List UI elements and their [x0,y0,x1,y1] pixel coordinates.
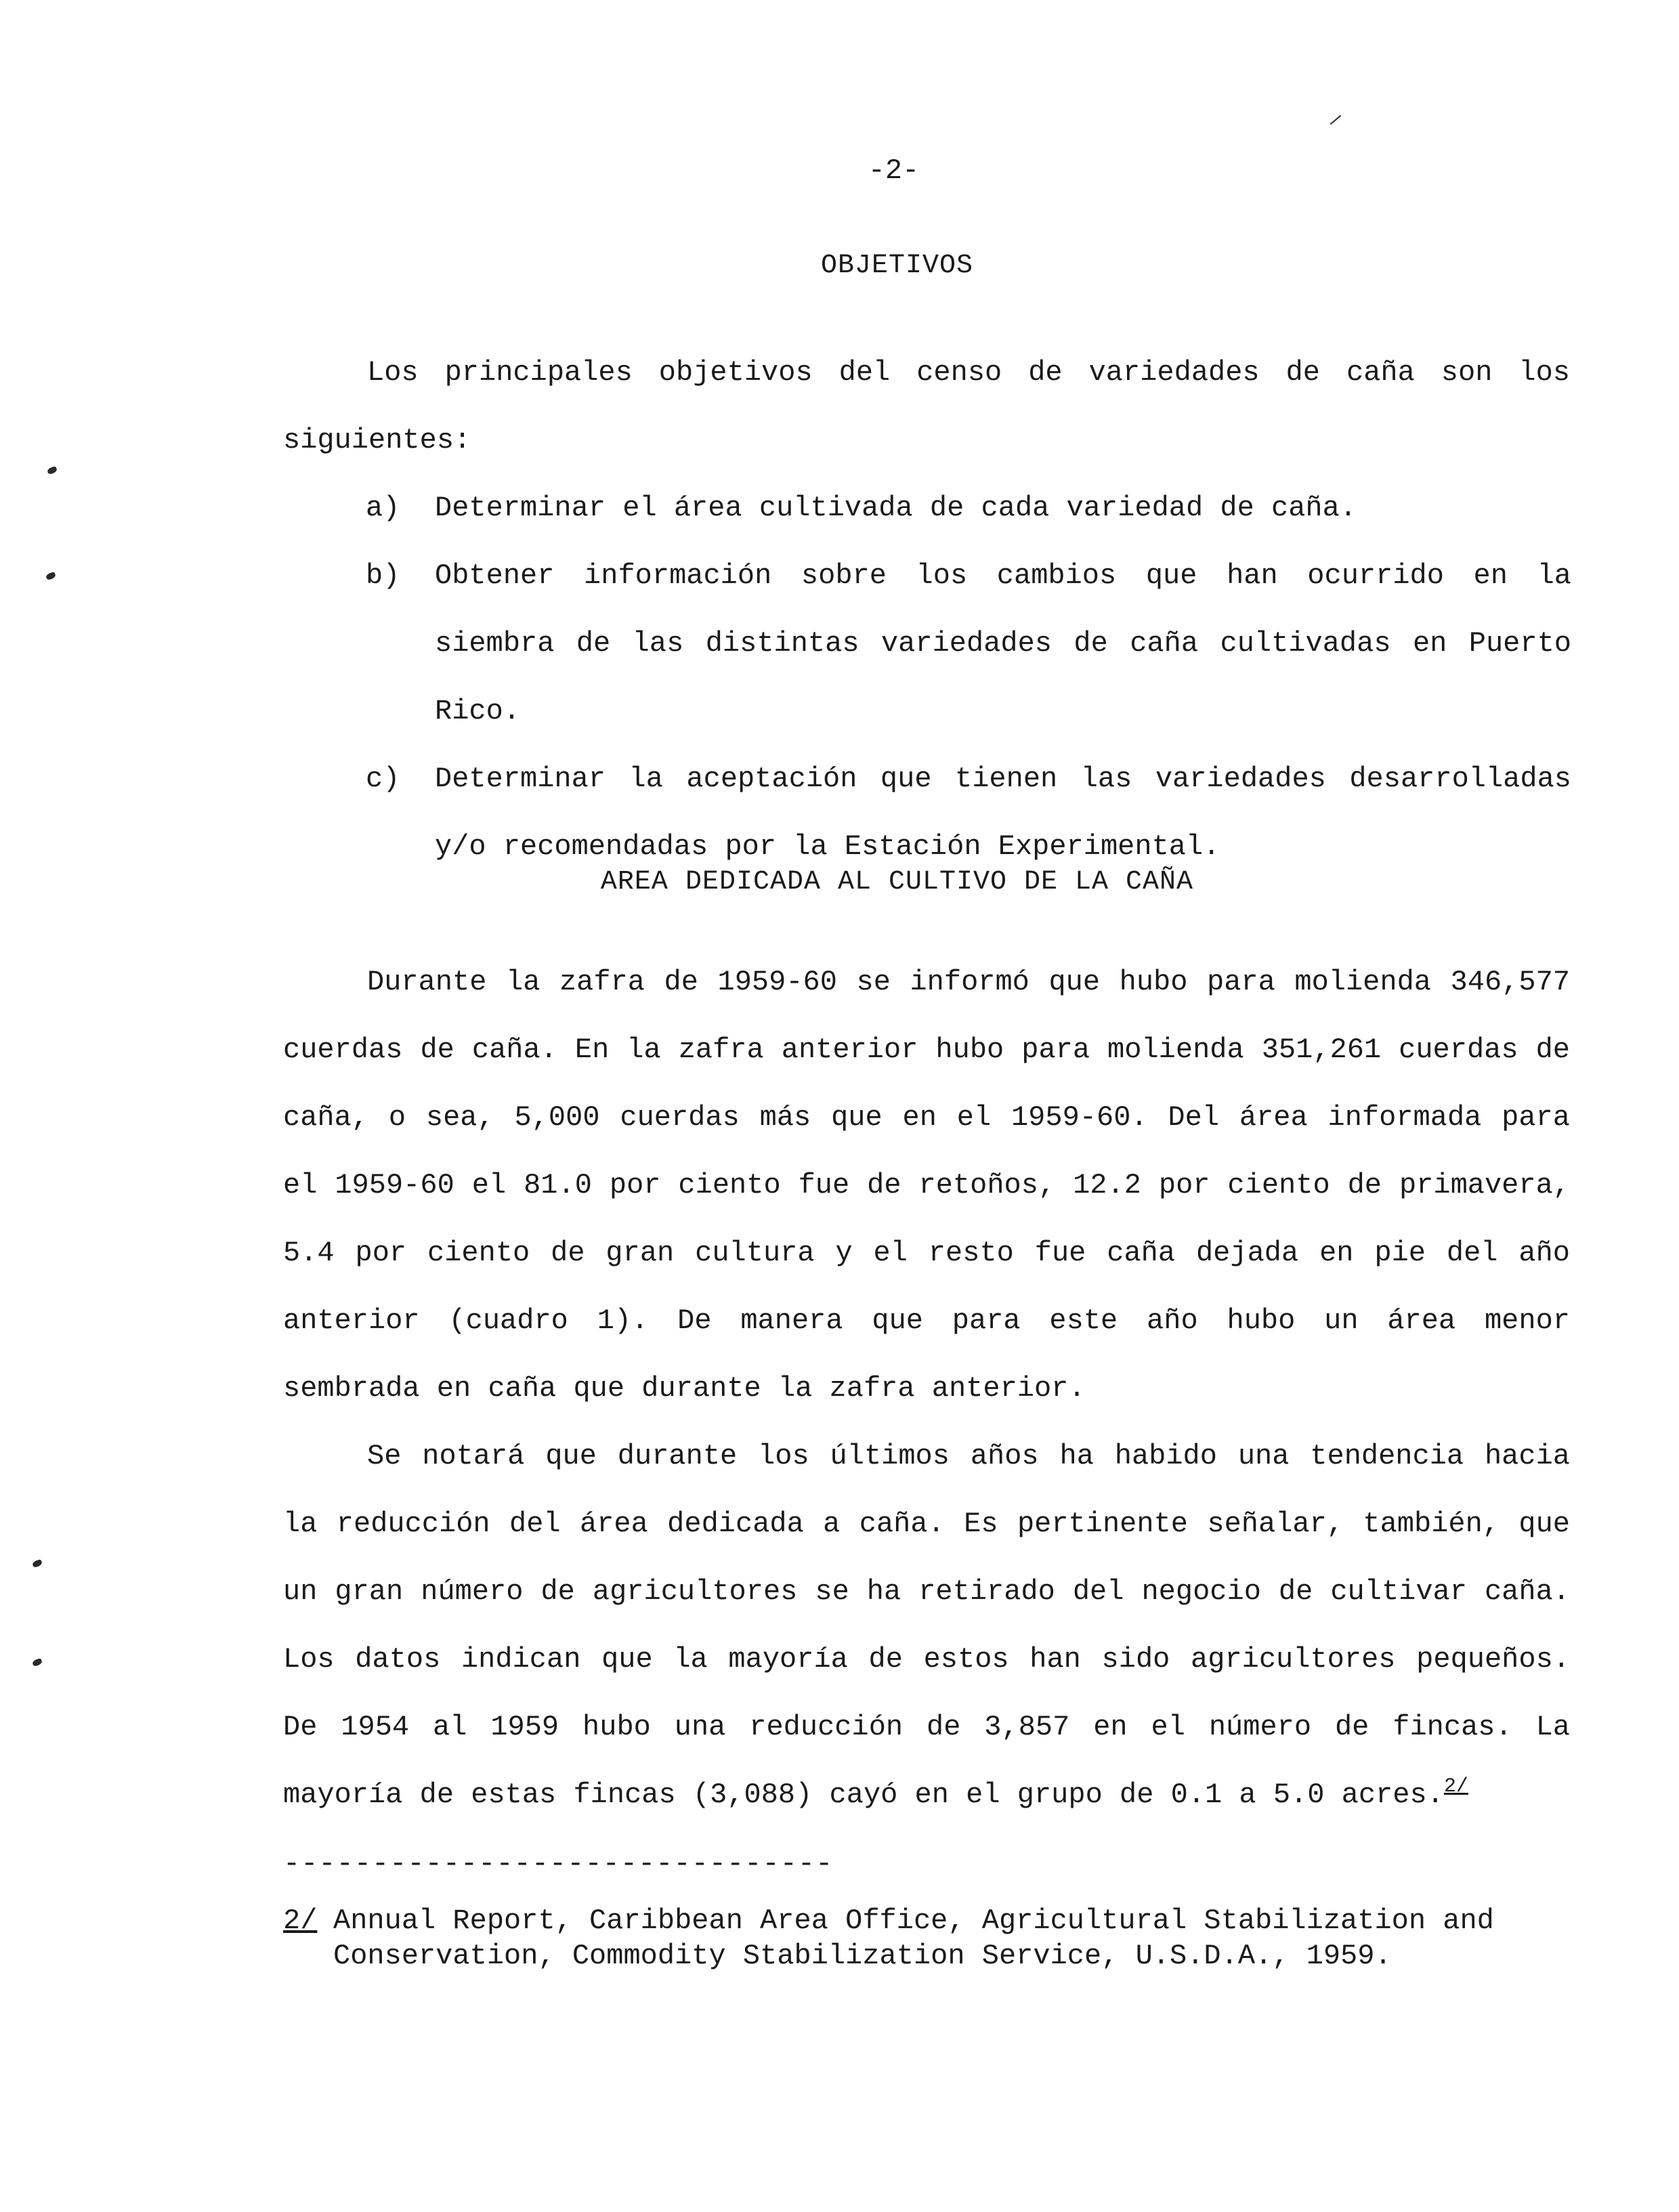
list-item [366,745,1571,880]
scan-speck [32,1658,43,1667]
objectives-list [366,474,1571,880]
section-heading-objetivos: OBJETIVOS [820,251,974,281]
scan-speck [45,572,56,580]
notar-paragraph [283,1422,1570,1829]
notar-paragraph-block [283,1422,1570,1829]
scan-speck [47,466,58,475]
intro-paragraph: Los principales objetivos del censo de variedades de caña son los siguientes: [283,356,1570,456]
zafra-paragraph: Durante la zafra de 1959-60 se informó que hubo para molienda 346,577 cuerdas de caña. En la zafra anterior hubo para molienda 351,261 cuerdas de caña, o sea, 5,000 cuerdas más que en el 1959-60. Del área informada para el 1959-60 el 81.0 por ciento fue de retoños, 12.2 por ciento de primavera, 5.4 por ciento de gran cultura y el resto fue caña dejada en pie del año anterior (cuadro 1). De manera que para este año hubo un área menor sembrada en caña que durante la zafra anterior. [283,966,1570,1405]
list-item [366,474,1571,542]
list-marker: b) [366,559,400,592]
intro-paragraph-block [283,339,1570,474]
list-item [366,542,1571,745]
footnote-text: Annual Report, Caribbean Area Office, Agricultural Stabilization and Conservation, Commodity Stabilization Service, U.S.D.A., 1959. [333,1905,1494,1972]
stray-mark [1330,115,1342,125]
list-marker: c) [366,763,400,795]
footnote-separator: ------------------------------- [283,1848,834,1880]
page-number: -2- [868,154,920,187]
zafra-paragraph-block [283,948,1570,1422]
section-heading-area: AREA DEDICADA AL CULTIVO DE LA CAÑA [600,867,1194,897]
footnote-marker: 2/ [283,1905,318,1937]
notar-paragraph-text: Se notará que durante los últimos años ha habido una tendencia hacia la reducción del área dedicada a caña. Es pertinente señalar, también, que un gran número de agricultores se ha retirado del negocio de cultivar caña. Los datos indican que la mayoría de estos han sido agricultores pequeños. De 1954 al 1959 hubo una reducción de 3,857 en el número de fincas. La mayoría de estas fincas (3,088) cayó en el grupo de 0.1 a 5.0 acres. [283,1440,1570,1811]
scan-speck [32,1559,43,1568]
list-item-text: Determinar el área cultivada de cada variedad de caña. [435,492,1357,524]
list-marker: a) [366,492,400,524]
list-item-text: Obtener información sobre los cambios que han ocurrido en la siembra de las distintas variedades de caña cultivadas en Puerto Rico. [435,559,1571,727]
footnote [283,1903,1570,1974]
list-item-text: Determinar la aceptación que tienen las variedades desarrolladas y/o recomendadas por la Estación Experimental. [435,763,1571,863]
footnote-reference: 2/ [1443,1775,1468,1798]
